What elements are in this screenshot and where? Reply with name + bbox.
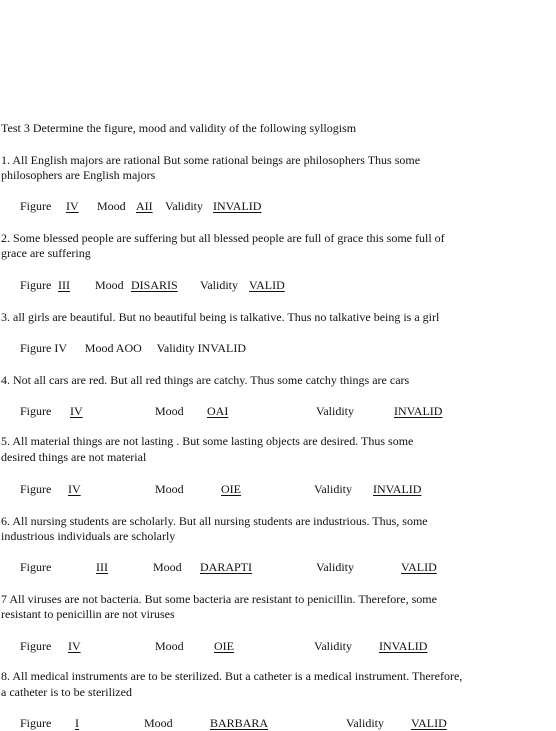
question-2-line-1: 2. Some blessed people are suffering but all blessed people are full of grace this some full of (1, 231, 445, 245)
answer-4-mood-value: OAI (207, 404, 229, 418)
answer-7-figure-value: IV (68, 639, 81, 653)
question-2-line-2: grace are suffering (1, 246, 91, 260)
question-3-line-1: 3. all girls are beautiful. But no beautiful being is talkative. Thus no talkative being is a girl (1, 310, 440, 324)
question-4-line-1: 4. Not all cars are red. But all red things are catchy. Thus some catchy things are cars (1, 373, 410, 387)
answer-1-validity-value: INVALID (213, 199, 262, 213)
answer-5-validity-label: Validity (314, 482, 352, 496)
answer-6-mood-label: Mood (153, 560, 182, 574)
answer-7-validity-label: Validity (314, 639, 352, 653)
answer-5-validity-value: INVALID (373, 482, 422, 496)
answer-8-mood-label: Mood (144, 716, 173, 730)
answer-5-mood-label: Mood (155, 482, 184, 496)
answer-4-figure-label: Figure (20, 404, 52, 418)
answer-2-figure-label: Figure (20, 278, 52, 292)
answer-4-figure-value: IV (70, 404, 83, 418)
answer-2-figure-value: III (58, 278, 70, 292)
answer-6-figure-label: Figure (20, 560, 52, 574)
question-6-line-1: 6. All nursing students are scholarly. But all nursing students are industrious. Thus, some (1, 514, 428, 528)
answer-1-mood-value: AII (136, 199, 153, 213)
question-8-line-2: a catheter is to be sterilized (1, 685, 132, 699)
answer-8-figure-value: I (75, 716, 79, 730)
answer-7-validity-value: INVALID (379, 639, 428, 653)
answer-6-mood-value: DARAPTI (200, 560, 253, 574)
answer-1-figure-value: IV (66, 199, 79, 213)
question-5-line-2: desired things are not material (1, 450, 147, 464)
answer-7-figure-label: Figure (20, 639, 52, 653)
answer-4-validity-value: INVALID (394, 404, 443, 418)
answer-8-figure-label: Figure (20, 716, 52, 730)
answer-2-validity-label: Validity (200, 278, 238, 292)
answer-1-mood-label: Mood (97, 199, 126, 213)
answer-2-mood-value: DISARIS (131, 278, 178, 292)
answer-8-mood-value: BARBARA (210, 716, 269, 730)
question-5-line-1: 5. All material things are not lasting . But some lasting objects are desired. Thus some (1, 434, 414, 448)
question-6-line-2: industrious individuals are scholarly (1, 529, 176, 543)
answer-5-mood-value: OIE (221, 482, 241, 496)
answer-5-figure-label: Figure (20, 482, 52, 496)
answer-8-validity-label: Validity (346, 716, 384, 730)
answer-6-validity-value: VALID (401, 560, 437, 574)
answer-7-mood-label: Mood (155, 639, 184, 653)
answer-3-text: Figure IV Mood AOO Validity INVALID (20, 341, 247, 355)
answer-1-figure-label: Figure (20, 199, 52, 213)
answer-4-mood-label: Mood (155, 404, 184, 418)
question-1-line-2: philosophers are English majors (1, 168, 156, 182)
question-7-line-2: resistant to penicillin are not viruses (1, 607, 175, 621)
answer-7-mood-value: OIE (214, 639, 234, 653)
answer-4-validity-label: Validity (316, 404, 354, 418)
answer-5-figure-value: IV (68, 482, 81, 496)
question-7-line-1: 7 All viruses are not bacteria. But some bacteria are resistant to penicillin. Therefore, some (1, 592, 437, 606)
answer-6-figure-value: III (96, 560, 108, 574)
answer-2-mood-label: Mood (95, 278, 124, 292)
answer-1-validity-label: Validity (165, 199, 203, 213)
test-title: Test 3 Determine the figure, mood and validity of the following syllogism (1, 121, 357, 135)
answer-6-validity-label: Validity (316, 560, 354, 574)
question-8-line-1: 8. All medical instruments are to be sterilized. But a catheter is a medical instrument. Therefore, (1, 669, 463, 683)
answer-2-validity-value: VALID (249, 278, 285, 292)
answer-8-validity-value: VALID (411, 716, 447, 730)
question-1-line-1: 1. All English majors are rational But some rational beings are philosophers Thus some (1, 153, 421, 167)
